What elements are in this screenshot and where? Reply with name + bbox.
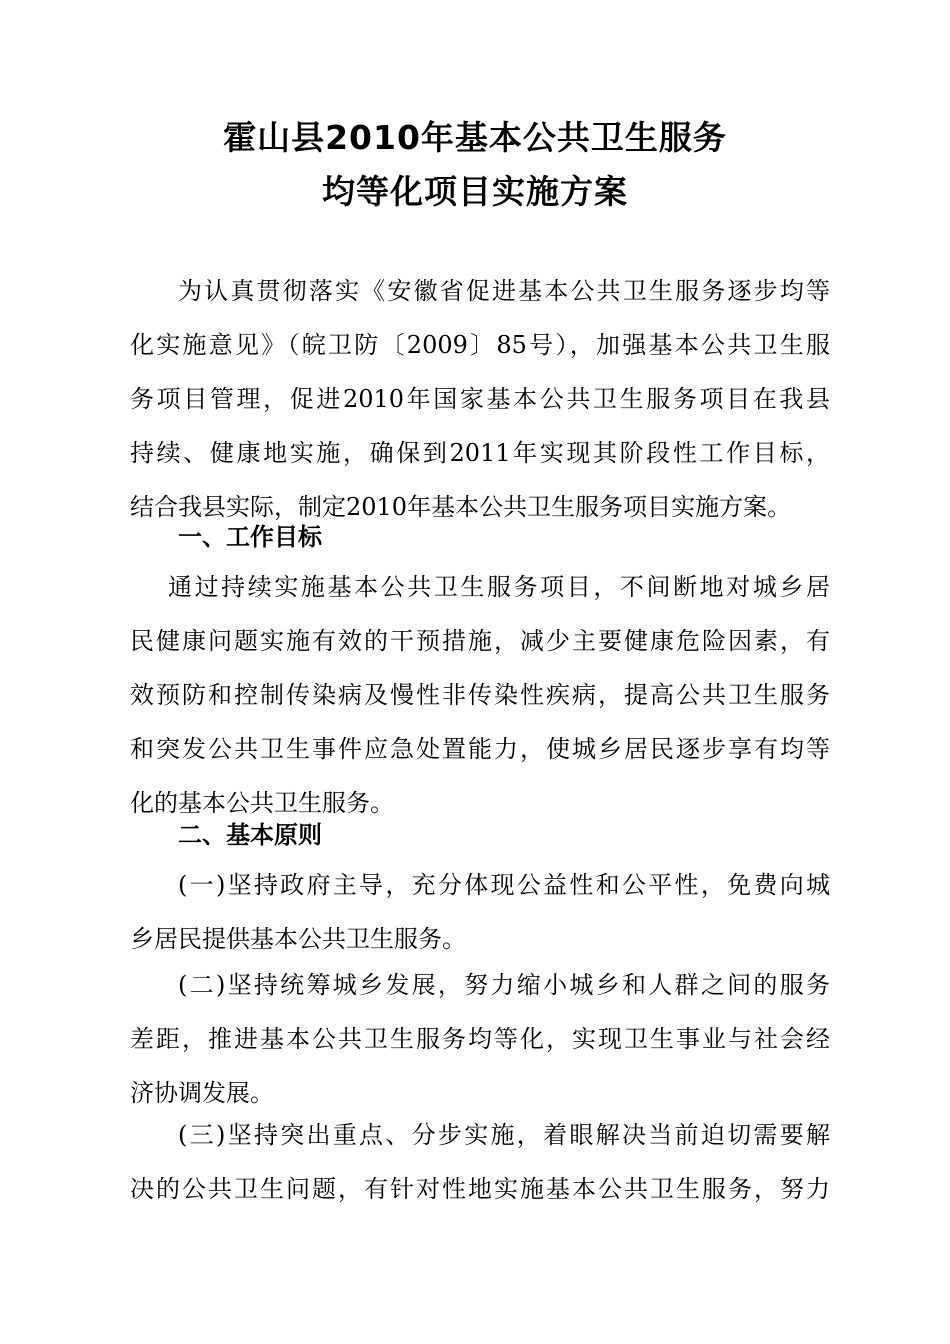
paragraph-line: 务项目管理，促进2010年国家基本公共卫生服务项目在我县 <box>130 385 830 413</box>
principle-paragraph-1 <box>130 858 830 966</box>
principle-paragraph-2 <box>130 958 830 1120</box>
paragraph-line: 化的基本公共卫生服务。 <box>130 789 394 817</box>
paragraph-line: (二)坚持统筹城乡发展，努力缩小城乡和人群之间的服务 <box>178 971 830 999</box>
paragraph-line: (三)坚持突出重点、分步实施，着眼解决当前迫切需要解 <box>178 1121 830 1149</box>
principle-paragraph-3 <box>130 1108 830 1216</box>
paragraph-line: 为认真贯彻落实《安徽省促进基本公共卫生服务逐步均等 <box>178 277 830 305</box>
paragraph-line: 持续、健康地实施，确保到2011年实现其阶段性工作目标， <box>130 439 830 467</box>
paragraph-line: 决的公共卫生问题，有针对性地实施基本公共卫生服务，努力 <box>130 1175 830 1203</box>
paragraph-line: 结合我县实际，制定2010年基本公共卫生服务项目实施方案。 <box>130 493 792 521</box>
paragraph-line: (一)坚持政府主导，充分体现公益性和公平性，免费向城 <box>178 871 830 899</box>
document-title-line-1: 霍山县2010年基本公共卫生服务 <box>223 118 727 157</box>
section-heading-principles: 二、基本原则 <box>178 821 322 849</box>
paragraph-line: 和突发公共卫生事件应急处置能力，使城乡居民逐步享有均等 <box>130 735 830 763</box>
paragraph-line: 差距，推进基本公共卫生服务均等化，实现卫生事业与社会经 <box>130 1025 830 1053</box>
paragraph-line: 化实施意见》（皖卫防〔2009〕85号），加强基本公共卫生服 <box>130 331 830 359</box>
section-heading-goals: 一、工作目标 <box>178 523 322 551</box>
paragraph-line: 民健康问题实施有效的干预措施，减少主要健康危险因素，有 <box>130 627 830 655</box>
paragraph-line: 乡居民提供基本公共卫生服务。 <box>130 925 466 953</box>
paragraph-line: 济协调发展。 <box>130 1079 274 1107</box>
intro-paragraph <box>130 264 830 534</box>
paragraph-line: 效预防和控制传染病及慢性非传染性疾病，提高公共卫生服务 <box>130 681 830 709</box>
goals-paragraph <box>130 560 830 830</box>
document-title-line-2: 均等化项目实施方案 <box>322 172 628 211</box>
paragraph-line: 通过持续实施基本公共卫生服务项目，不间断地对城乡居 <box>168 573 830 601</box>
